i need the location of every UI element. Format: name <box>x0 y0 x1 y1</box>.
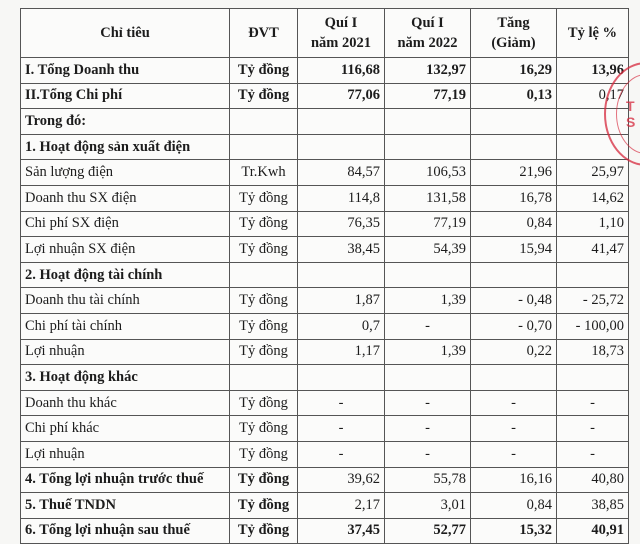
row-change: - 0,48 <box>471 288 557 314</box>
header-unit: ĐVT <box>230 9 298 58</box>
row-percent: 18,73 <box>557 339 629 365</box>
header-q1-2021: Quí I năm 2021 <box>298 9 385 58</box>
row-unit: Tỷ đồng <box>230 83 298 109</box>
header-change: Tăng (Giảm) <box>471 9 557 58</box>
table-row-financial-revenue <box>21 288 629 314</box>
row-q1-2022: 77,19 <box>385 211 471 237</box>
table-row-financial-profit <box>21 339 629 365</box>
row-change: - 0,70 <box>471 313 557 339</box>
row-q1-2022: - <box>385 390 471 416</box>
row-q1-2021: 0,7 <box>298 313 385 339</box>
row-percent: 1,10 <box>557 211 629 237</box>
row-percent: 25,97 <box>557 160 629 186</box>
section-heading: 3. Hoạt động khác <box>21 365 230 391</box>
row-change: - <box>471 441 557 467</box>
table-row-section-other <box>21 365 629 391</box>
row-q1-2022: 132,97 <box>385 58 471 84</box>
row-label: Doanh thu tài chính <box>21 288 230 314</box>
row-label: Chi phí tài chính <box>21 313 230 339</box>
table-row-other-profit <box>21 441 629 467</box>
section-heading: 1. Hoạt động sản xuất điện <box>21 134 230 160</box>
row-unit: Tỷ đồng <box>230 467 298 493</box>
row-q1-2021: 1,87 <box>298 288 385 314</box>
row-q1-2022 <box>385 365 471 391</box>
row-percent: 40,91 <box>557 518 629 544</box>
row-label: Chi phí khác <box>21 416 230 442</box>
row-unit: Tỷ đồng <box>230 288 298 314</box>
table-row-total-revenue <box>21 58 629 84</box>
table-row-other-revenue <box>21 390 629 416</box>
row-label: Doanh thu khác <box>21 390 230 416</box>
row-change <box>471 365 557 391</box>
row-change: 16,78 <box>471 185 557 211</box>
row-percent: - 100,00 <box>557 313 629 339</box>
row-q1-2021 <box>298 134 385 160</box>
row-q1-2021 <box>298 109 385 135</box>
row-label: Sản lượng điện <box>21 160 230 186</box>
row-q1-2022 <box>385 262 471 288</box>
row-change: 0,22 <box>471 339 557 365</box>
row-percent: 40,80 <box>557 467 629 493</box>
section-heading: 2. Hoạt động tài chính <box>21 262 230 288</box>
row-q1-2021: - <box>298 390 385 416</box>
row-q1-2022: 52,77 <box>385 518 471 544</box>
row-unit: Tỷ đồng <box>230 390 298 416</box>
row-unit: Tỷ đồng <box>230 185 298 211</box>
row-unit: Tỷ đồng <box>230 58 298 84</box>
row-percent: - <box>557 390 629 416</box>
row-label: Lợi nhuận <box>21 441 230 467</box>
row-unit <box>230 109 298 135</box>
row-q1-2022: 77,19 <box>385 83 471 109</box>
stamp-letters: T S <box>626 98 636 130</box>
table-row-power-output <box>21 160 629 186</box>
table-row-power-cost <box>21 211 629 237</box>
row-change: 21,96 <box>471 160 557 186</box>
row-q1-2021: - <box>298 416 385 442</box>
row-unit: Tỷ đồng <box>230 237 298 263</box>
row-unit: Tỷ đồng <box>230 416 298 442</box>
row-label: I. Tổng Doanh thu <box>21 58 230 84</box>
row-q1-2021: 38,45 <box>298 237 385 263</box>
row-label: 6. Tổng lợi nhuận sau thuế <box>21 518 230 544</box>
row-label: Lợi nhuận <box>21 339 230 365</box>
row-change: 16,16 <box>471 467 557 493</box>
row-change <box>471 262 557 288</box>
row-unit: Tỷ đồng <box>230 518 298 544</box>
row-percent: - <box>557 416 629 442</box>
row-q1-2021: 39,62 <box>298 467 385 493</box>
table-row-power-revenue <box>21 185 629 211</box>
row-change: - <box>471 390 557 416</box>
row-q1-2022 <box>385 109 471 135</box>
row-percent <box>557 365 629 391</box>
financial-results-table <box>20 8 629 544</box>
table-row-section-power-production <box>21 134 629 160</box>
row-label: 4. Tổng lợi nhuận trước thuế <box>21 467 230 493</box>
row-label: II.Tổng Chi phí <box>21 83 230 109</box>
row-q1-2022: 1,39 <box>385 288 471 314</box>
table-row-profit-after-tax <box>21 518 629 544</box>
row-label: Lợi nhuận SX điện <box>21 237 230 263</box>
row-label: Trong đó: <box>21 109 230 135</box>
table-row-total-cost <box>21 83 629 109</box>
row-unit: Tỷ đồng <box>230 339 298 365</box>
table-row-section-financial <box>21 262 629 288</box>
row-q1-2021: 1,17 <box>298 339 385 365</box>
row-percent: - 25,72 <box>557 288 629 314</box>
row-change: 0,84 <box>471 493 557 519</box>
row-unit: Tỷ đồng <box>230 211 298 237</box>
header-indicator: Chỉ tiêu <box>21 9 230 58</box>
row-change: 0,13 <box>471 83 557 109</box>
row-q1-2022: 55,78 <box>385 467 471 493</box>
row-q1-2021: 84,57 <box>298 160 385 186</box>
row-q1-2021: 2,17 <box>298 493 385 519</box>
row-percent: 41,47 <box>557 237 629 263</box>
header-percent: Tỷ lệ % <box>557 9 629 58</box>
row-unit: Tỷ đồng <box>230 313 298 339</box>
row-q1-2021: - <box>298 441 385 467</box>
table-row-profit-before-tax <box>21 467 629 493</box>
row-q1-2022: 3,01 <box>385 493 471 519</box>
header-q1-2022: Quí I năm 2022 <box>385 9 471 58</box>
row-q1-2022: 1,39 <box>385 339 471 365</box>
row-q1-2022: - <box>385 441 471 467</box>
row-change <box>471 109 557 135</box>
row-label: Chi phí SX điện <box>21 211 230 237</box>
table-row-other-cost <box>21 416 629 442</box>
row-unit <box>230 365 298 391</box>
row-q1-2022: 54,39 <box>385 237 471 263</box>
row-label: Doanh thu SX điện <box>21 185 230 211</box>
table-row-corporate-income-tax <box>21 493 629 519</box>
row-change: 16,29 <box>471 58 557 84</box>
row-q1-2021: 77,06 <box>298 83 385 109</box>
row-change: 15,32 <box>471 518 557 544</box>
row-q1-2022: - <box>385 416 471 442</box>
row-percent: 14,62 <box>557 185 629 211</box>
row-change <box>471 134 557 160</box>
row-q1-2022: - <box>385 313 471 339</box>
row-change: 15,94 <box>471 237 557 263</box>
row-q1-2021 <box>298 262 385 288</box>
row-q1-2022: 131,58 <box>385 185 471 211</box>
row-percent: 38,85 <box>557 493 629 519</box>
table-row-power-profit <box>21 237 629 263</box>
table-row-of-which <box>21 109 629 135</box>
row-percent <box>557 134 629 160</box>
row-q1-2021: 114,8 <box>298 185 385 211</box>
row-q1-2022: 106,53 <box>385 160 471 186</box>
row-unit: Tỷ đồng <box>230 441 298 467</box>
row-percent <box>557 109 629 135</box>
row-percent <box>557 262 629 288</box>
row-unit: Tr.Kwh <box>230 160 298 186</box>
row-q1-2021: 37,45 <box>298 518 385 544</box>
row-q1-2021 <box>298 365 385 391</box>
row-unit <box>230 262 298 288</box>
table-header-row <box>21 9 629 58</box>
row-q1-2021: 76,35 <box>298 211 385 237</box>
row-change: - <box>471 416 557 442</box>
row-label: 5. Thuế TNDN <box>21 493 230 519</box>
row-percent: 13,96 <box>557 58 629 84</box>
row-percent: - <box>557 441 629 467</box>
row-unit <box>230 134 298 160</box>
row-change: 0,84 <box>471 211 557 237</box>
row-q1-2022 <box>385 134 471 160</box>
row-unit: Tỷ đồng <box>230 493 298 519</box>
row-percent: 0,17 <box>557 83 629 109</box>
row-q1-2021: 116,68 <box>298 58 385 84</box>
table-row-financial-cost <box>21 313 629 339</box>
